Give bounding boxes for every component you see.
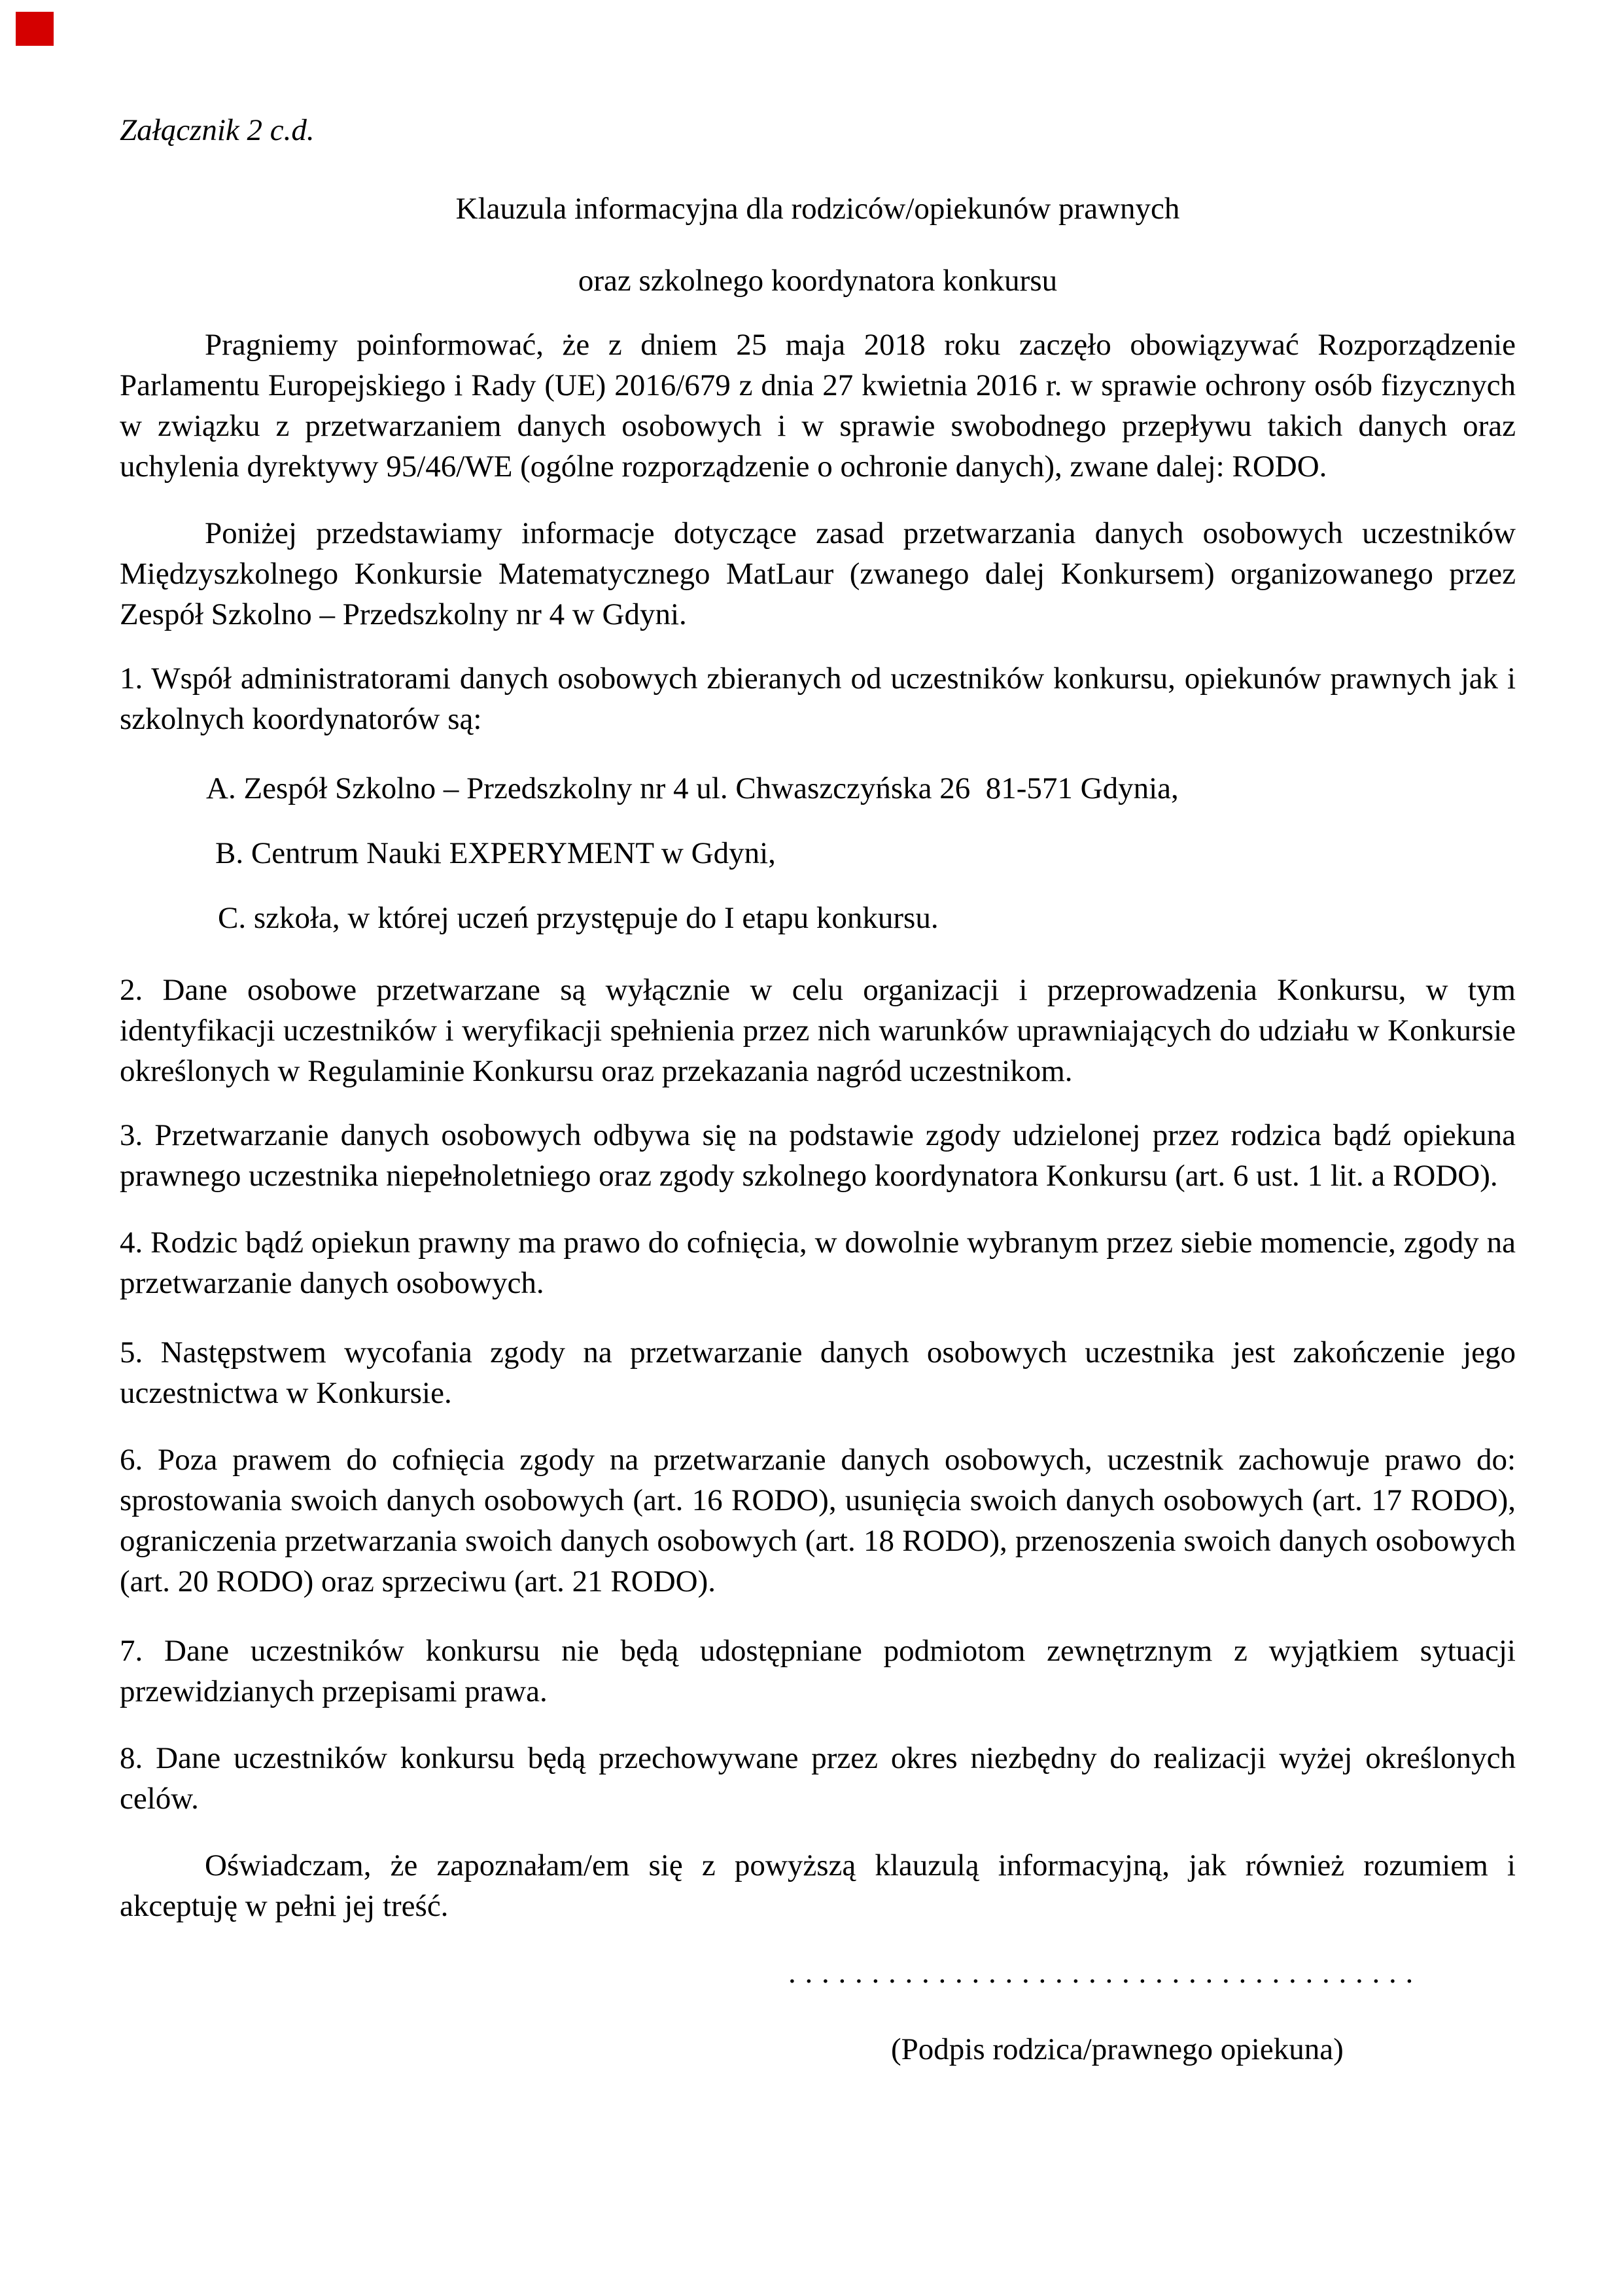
sub-item-a: A. Zespół Szkolno – Przedszkolny nr 4 ul. Chwaszczyńska 26 81-571 Gdynia, xyxy=(206,771,1179,805)
list-item-7: 7. Dane uczestników konkursu nie będą udostępniane podmiotom zewnętrznym z wyjątkiem sytuacji przewidzianych przepisami prawa. xyxy=(120,1634,1516,1708)
list-item-5: 5. Następstwem wycofania zgody na przetwarzanie danych osobowych uczestnika jest zakończenie jego uczestnictwa w Konkursie. xyxy=(120,1335,1516,1410)
list-item-6: 6. Poza prawem do cofnięcia zgody na przetwarzanie danych osobowych, uczestnik zachowuje prawo do: sprostowania swoich danych osobowych (art. 16 RODO), usunięcia swoich danych osobowych (art. 17 RODO), ograniczenia przetwarzania swoich danych osobowych (art. 18 RODO), przenoszenia swoich danych osobowych (art. 20 RODO) oraz sprzeciwu (art. 21 RODO). xyxy=(120,1443,1516,1598)
list-item-3: 3. Przetwarzanie danych osobowych odbywa się na podstawie zgody udzielonej przez rodzica bądź opiekuna prawnego uczestnika niepełnoletniego oraz zgody szkolnego koordynatora Konkursu (art. 6 ust. 1 lit. a RODO). xyxy=(120,1118,1516,1193)
document-title-line2: oraz szkolnego koordynatora konkursu xyxy=(578,264,1058,298)
document-title-line1: Klauzula informacyjna dla rodziców/opiekunów prawnych xyxy=(455,192,1180,226)
sub-item-c: C. szkoła, w której uczeń przystępuje do I etapu konkursu. xyxy=(218,901,939,935)
sub-item-b: B. Centrum Nauki EXPERYMENT w Gdyni, xyxy=(215,836,776,870)
signature-caption: (Podpis rodzica/prawnego opiekuna) xyxy=(891,2032,1344,2066)
closing-paragraph: Oświadczam, że zapoznałam/em się z powyższą klauzulą informacyjną, jak również rozumiem i akceptuję w pełni jej treść. xyxy=(120,1848,1516,1923)
annex-label: Załącznik 2 c.d. xyxy=(120,113,315,147)
list-item-8: 8. Dane uczestników konkursu będą przechowywane przez okres niezbędny do realizacji wyżej określonych celów. xyxy=(120,1741,1516,1816)
list-item-1: 1. Współ administratorami danych osobowych zbieranych od uczestników konkursu, opiekunów prawnych jak i szkolnych koordynatorów są: xyxy=(120,662,1516,736)
list-item-4: 4. Rodzic bądź opiekun prawny ma prawo do cofnięcia, w dowolnie wybranym przez siebie momencie, zgody na przetwarzanie danych osobowych. xyxy=(120,1226,1516,1300)
intro-paragraph-2: Poniżej przedstawiamy informacje dotyczące zasad przetwarzania danych osobowych uczestników Międzyszkolnego Konkursie Matematycznego MatLaur (zwanego dalej Konkursem) organizowanego przez Zespół Szkolno – Przedszkolny nr 4 w Gdyni. xyxy=(120,516,1516,631)
signature-dots-line: . . . . . . . . . . . . . . . . . . . . . . . . . . . . . . . . . . . . . . xyxy=(788,1956,1414,1990)
list-item-2: 2. Dane osobowe przetwarzane są wyłącznie w celu organizacji i przeprowadzenia Konkursu, w tym identyfikacji uczestników i weryfikacji spełnienia przez nich warunków uprawniających do udziału w Konkursie określonych w Regulaminie Konkursu oraz przekazania nagród uczestnikom. xyxy=(120,973,1516,1088)
intro-paragraph-1: Pragniemy poinformować, że z dniem 25 maja 2018 roku zaczęło obowiązywać Rozporządzenie Parlamentu Europejskiego i Rady (UE) 2016/679 z dnia 27 kwietnia 2016 r. w sprawie ochrony osób fizycznych w związku z przetwarzaniem danych osobowych i w sprawie swobodnego przepływu takich danych oraz uchylenia dyrektywy 95/46/WE (ogólne rozporządzenie o ochronie danych), zwane dalej: RODO. xyxy=(120,328,1516,484)
